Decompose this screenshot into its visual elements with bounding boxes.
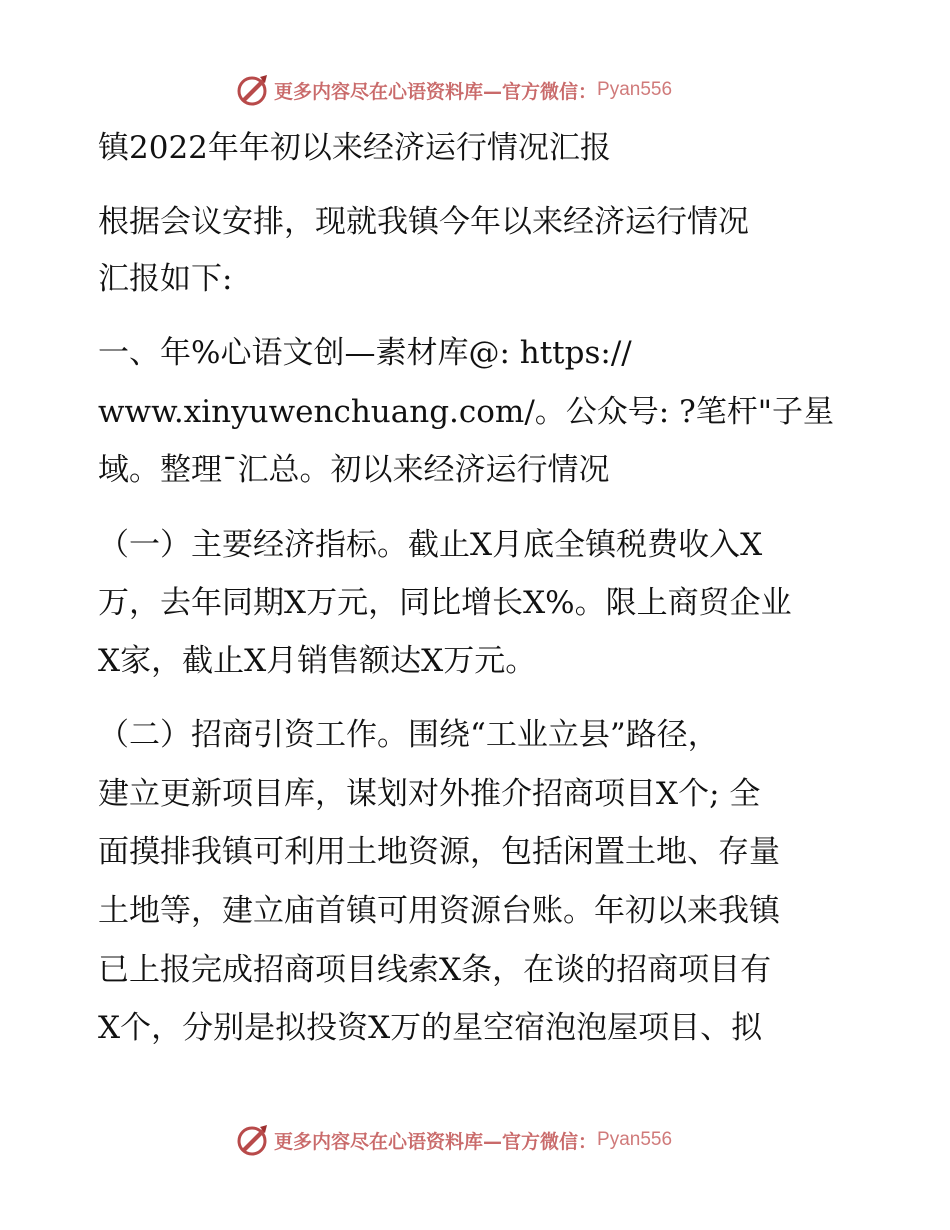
watermark-text: 更多内容尽在心语资料库—官方微信： bbox=[274, 1130, 598, 1153]
section-one-line-1: 一、年%心语文创—素材库@: https:// bbox=[98, 335, 632, 371]
document-title: 镇2022年年初以来经济运行情况汇报 bbox=[98, 130, 611, 166]
subsection-two-line-4: 土地等，建立庙首镇可用资源台账。年初以来我镇 bbox=[98, 893, 780, 929]
section-one-line-3: 域。整理¯汇总。初以来经济运行情况 bbox=[98, 452, 610, 488]
subsection-two-line-3: 面摸排我镇可利用土地资源，包括闲置土地、存量 bbox=[98, 834, 780, 870]
watermark-wechat-id: Pyan556 bbox=[597, 79, 673, 100]
subsection-two-line-2: 建立更新项目库，谋划对外推介招商项目X个; 全 bbox=[98, 776, 761, 812]
header-watermark bbox=[236, 72, 672, 108]
footer-watermark bbox=[236, 1122, 672, 1158]
subsection-two-line-1: （二）招商引资工作。围绕“工业立县”路径， bbox=[98, 717, 719, 753]
section-one-line-2: www.xinyuwenchuang.com/。公众号: ?笔杆"子星 bbox=[98, 394, 834, 430]
subsection-one-line-2: 万，去年同期X万元，同比增长X%。限上商贸企业 bbox=[98, 585, 792, 621]
quill-seal-icon bbox=[236, 1123, 270, 1157]
quill-seal-icon bbox=[236, 73, 270, 107]
subsection-one-line-1: （一）主要经济指标。截止X月底全镇税费收入X bbox=[98, 527, 763, 563]
watermark-wechat-id: Pyan556 bbox=[597, 1129, 673, 1150]
subsection-two-line-6: X个，分别是拟投资X万的星空宿泡泡屋项目、拟 bbox=[98, 1010, 763, 1046]
subsection-one-line-3: X家，截止X月销售额达X万元。 bbox=[98, 643, 537, 679]
subsection-two-line-5: 已上报完成招商项目线索X条，在谈的招商项目有 bbox=[98, 952, 772, 988]
paragraph-intro-line-2: 汇报如下: bbox=[98, 261, 233, 297]
watermark-text: 更多内容尽在心语资料库—官方微信： bbox=[274, 80, 598, 103]
paragraph-intro-line-1: 根据会议安排，现就我镇今年以来经济运行情况 bbox=[98, 204, 749, 240]
